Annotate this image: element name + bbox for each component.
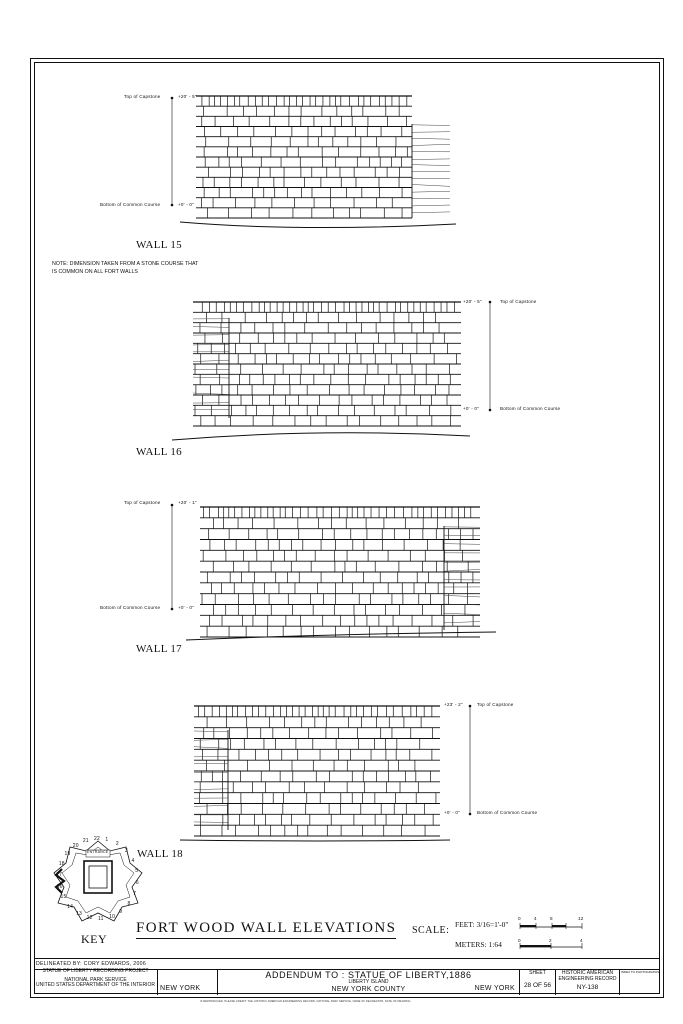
scale-meters: METERS: 1:64: [455, 940, 502, 949]
wall18-dim-line-bottom-dot: [469, 813, 472, 816]
wall15-dim-line-top-dot: [171, 97, 174, 100]
site-name: LIBERTY ISLAND: [348, 979, 389, 985]
key-number: 12: [86, 914, 93, 921]
wall15-masonry: [196, 96, 412, 218]
dimension-note: NOTE: DIMENSION TAKEN FROM A STONE COURSE THAT IS COMMON ON ALL FORT WALLS: [52, 261, 199, 275]
sheet-number: 28 OF 56: [523, 981, 552, 989]
scale-m-tick-0: 0: [518, 938, 521, 943]
key-number: 15: [60, 894, 67, 901]
index-cell: [620, 969, 660, 995]
scale-label: SCALE:: [412, 925, 450, 936]
wall16-masonry: [193, 302, 461, 426]
key-number: 11: [97, 915, 104, 922]
key-number: 5: [135, 868, 139, 875]
addendum-title: ADDENDUM TO : STATUE OF LIBERTY,1886: [265, 970, 472, 980]
wall18-label: WALL 18: [137, 848, 183, 860]
scale-m-tick-2: 2: [549, 938, 552, 943]
wall18-bottom-dim: +0' - 0": [444, 810, 460, 815]
key-number: 18: [58, 861, 65, 868]
wall17-top-label: Top of Capstone: [124, 500, 161, 505]
wall17-top-dim: +20' - 1": [178, 500, 197, 505]
key-number: 1: [105, 837, 109, 844]
state-left: NEW YORK: [160, 985, 201, 992]
scale-feet-tick-8: 8: [550, 916, 553, 921]
index-note: INDEX TO PHOTOGRAPHS: [620, 970, 660, 974]
wall16-top-dim: +20' - 5": [463, 299, 482, 304]
key-number: 13: [76, 910, 83, 917]
key-number: 21: [82, 838, 89, 845]
scale-feet-tick-0: 0: [518, 916, 521, 921]
scale-feet: FEET: 3/16=1'-0": [455, 920, 509, 929]
key-number: 19: [64, 851, 71, 858]
wall17-masonry: [200, 507, 480, 637]
wall15-bottom-label: Bottom of Common Course: [100, 202, 161, 207]
haer-line-1: HISTORIC AMERICAN: [561, 970, 614, 976]
wall16-label: WALL 16: [136, 446, 182, 458]
wall16-bottom-dim: +0' - 0": [463, 406, 479, 411]
wall16-ground: [172, 433, 470, 440]
wall16-dim-line-bottom-dot: [489, 409, 492, 412]
wall16-bottom-label: Bottom of Common Course: [500, 406, 561, 411]
wall17-bottom-label: Bottom of Common Course: [100, 605, 161, 610]
haer-line-2: ENGINEERING RECORD: [558, 975, 617, 982]
record-id: NY-138: [576, 984, 599, 991]
wall18-masonry: [194, 706, 440, 836]
wall17-bottom-dim: +0' - 0": [178, 605, 194, 610]
wall17-side-hatch: [444, 527, 480, 623]
agency-nps: NATIONAL PARK SERVICE: [64, 976, 127, 983]
wall16-dim-line-top-dot: [489, 301, 492, 304]
wall15-label: WALL 15: [136, 239, 182, 251]
state-right: NEW YORK: [474, 985, 515, 992]
wall16-top-label: Top of Capstone: [500, 299, 537, 304]
key-number: 16: [56, 883, 63, 890]
project-cell: [34, 969, 158, 995]
title-block: [34, 958, 660, 994]
state-left-cell: [158, 969, 218, 995]
wall15-ground: [180, 222, 456, 228]
scale-feet-tick-12: 12: [578, 916, 584, 921]
drawing-title: FORT WOOD WALL ELEVATIONS: [136, 920, 396, 939]
key-number: 3: [124, 848, 128, 855]
wall18-dim-line-top-dot: [469, 705, 472, 708]
scale-bars: [518, 917, 588, 953]
project-name: STATUE OF LIBERTY RECORDING PROJECT: [42, 968, 149, 974]
wall17-dim-line-bottom-dot: [171, 608, 174, 611]
sheet-label: SHEET: [529, 970, 546, 976]
wall18-top-label: Top of Capstone: [477, 702, 514, 707]
record-cell: [556, 969, 620, 995]
key-number: 4: [131, 857, 135, 864]
wall17-label: WALL 17: [136, 643, 182, 655]
wall18-ground: [180, 840, 450, 841]
wall15-top-dim: +20' - 5": [178, 94, 197, 99]
scale-feet-tick-4: 4: [534, 916, 537, 921]
key-number: 7: [133, 890, 137, 897]
wall15-top-label: Top of Capstone: [124, 94, 161, 99]
scale-m-tick-4: 4: [580, 938, 583, 943]
key-number: 10: [109, 913, 116, 920]
key-number: 20: [72, 843, 79, 850]
wall18-side-hatch: [194, 731, 228, 822]
sheet-cell: [520, 969, 556, 995]
key-number: 9: [119, 908, 123, 915]
key-label: KEY: [81, 932, 108, 946]
key-number: 22: [94, 836, 100, 843]
reproduction-credit: IF REPRODUCED, PLEASE CREDIT: THE HISTORIC AMERICAN ENGINEERING RECORD, NATIONAL PARK SERVICE, NAME OF DELINEATOR, DATE OF DRAWING: [200, 1000, 411, 1003]
key-number: 17: [56, 872, 63, 879]
addendum-cell: [218, 969, 520, 995]
delineated-by: DELINEATED BY: CORY EDWARDS, 2006: [36, 961, 147, 967]
key-number: 8: [127, 900, 131, 907]
wall15-bottom-dim: +0' - 0": [178, 202, 194, 207]
key-number: 14: [67, 903, 74, 910]
wall17-dim-line-top-dot: [171, 504, 174, 507]
wall18-bottom-label: Bottom of Common Course: [477, 810, 538, 815]
wall18-top-dim: +23' - 2": [444, 702, 463, 707]
county-name: NEW YORK COUNTY: [331, 985, 406, 993]
key-number: 2: [115, 841, 119, 848]
agency-doi: UNITED STATES DEPARTMENT OF THE INTERIOR: [36, 982, 155, 988]
key-entrance-label: ENTRANCE: [87, 850, 109, 854]
wall15-dim-line-bottom-dot: [171, 204, 174, 207]
wall15-side-hatch: [412, 125, 450, 213]
wall17-ground: [186, 632, 496, 640]
key-number: 6: [135, 879, 139, 886]
key-plan: [50, 833, 146, 925]
